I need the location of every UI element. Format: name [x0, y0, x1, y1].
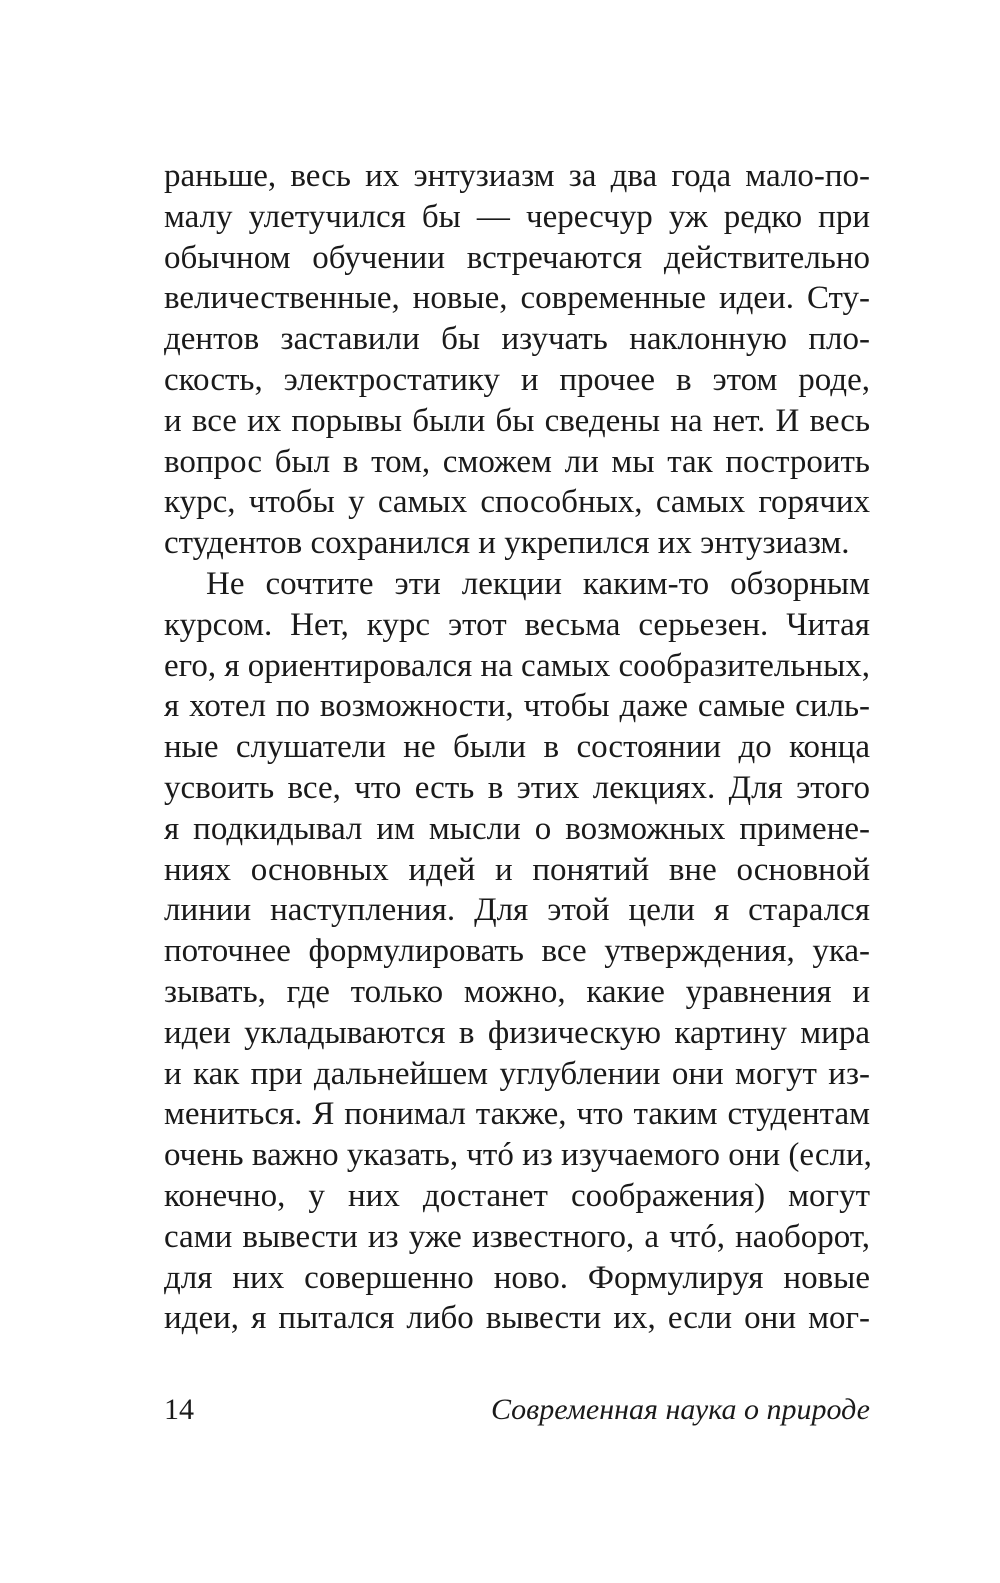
text-line: линии наступления. Для этой цели я старался	[164, 892, 870, 929]
text-line: вопрос был в том, сможем ли мы так построить	[164, 443, 870, 480]
page-footer	[164, 1390, 870, 1430]
text-line: усвоить все, что есть в этих лекциях. Для этого	[164, 769, 870, 806]
text-line: малу улетучился бы — чересчур уж редко при	[164, 198, 870, 235]
text-line: и как при дальнейшем углублении они могут из-	[164, 1055, 870, 1092]
text-line: скость, электростатику и прочее в этом роде,	[164, 361, 870, 398]
text-line: раньше, весь их энтузиазм за два года мало-по-	[164, 158, 870, 194]
paragraph-end-line: студентов сохранился и укрепился их энтузиазм.	[164, 525, 850, 562]
text-line: и все их порывы были бы сведены на нет. И весь	[164, 402, 870, 439]
body-text	[164, 156, 870, 1339]
text-line: очень важно указать, чтó из изучаемого они (если,	[164, 1137, 872, 1174]
text-line: мениться. Я понимал также, что таким студентам	[164, 1096, 870, 1133]
page-number: 14	[164, 1393, 194, 1426]
text-line: курс, чтобы у самых способных, самых горячих	[164, 484, 870, 521]
running-title: Современная наука о природе	[490, 1393, 870, 1426]
text-line: дентов заставили бы изучать наклонную пло-	[164, 321, 870, 358]
text-line: идеи укладываются в физическую картину мира	[164, 1014, 870, 1051]
text-line: для них совершенно ново. Формулируя новые	[164, 1259, 870, 1296]
text-line: я подкидывал им мысли о возможных примене-	[164, 810, 870, 847]
text-line: обычном обучении встречаются действительно	[164, 239, 870, 276]
text-line: идеи, я пытался либо вывести их, если они мог-	[164, 1300, 870, 1337]
text-line: конечно, у них достанет соображения) могут	[164, 1177, 870, 1214]
text-line: курсом. Нет, курс этот весьма серьезен. Читая	[164, 606, 870, 643]
text-line: сами вывести из уже известного, а чтó, наоборот,	[164, 1218, 870, 1255]
text-line: ные слушатели не были в состоянии до конца	[164, 729, 870, 766]
text-line: зывать, где только можно, какие уравнения и	[164, 973, 870, 1010]
text-line: ниях основных идей и понятий вне основной	[164, 851, 870, 888]
text-line: величественные, новые, современные идеи. Сту-	[164, 280, 870, 317]
paragraph-start-line: Не сочтите эти лекции каким-то обзорным	[206, 565, 870, 602]
text-line: поточнее формулировать все утверждения, ука-	[164, 933, 870, 970]
text-line: его, я ориентировался на самых сообразительных,	[164, 647, 870, 684]
text-line: я хотел по возможности, чтобы даже самые силь-	[164, 688, 870, 725]
